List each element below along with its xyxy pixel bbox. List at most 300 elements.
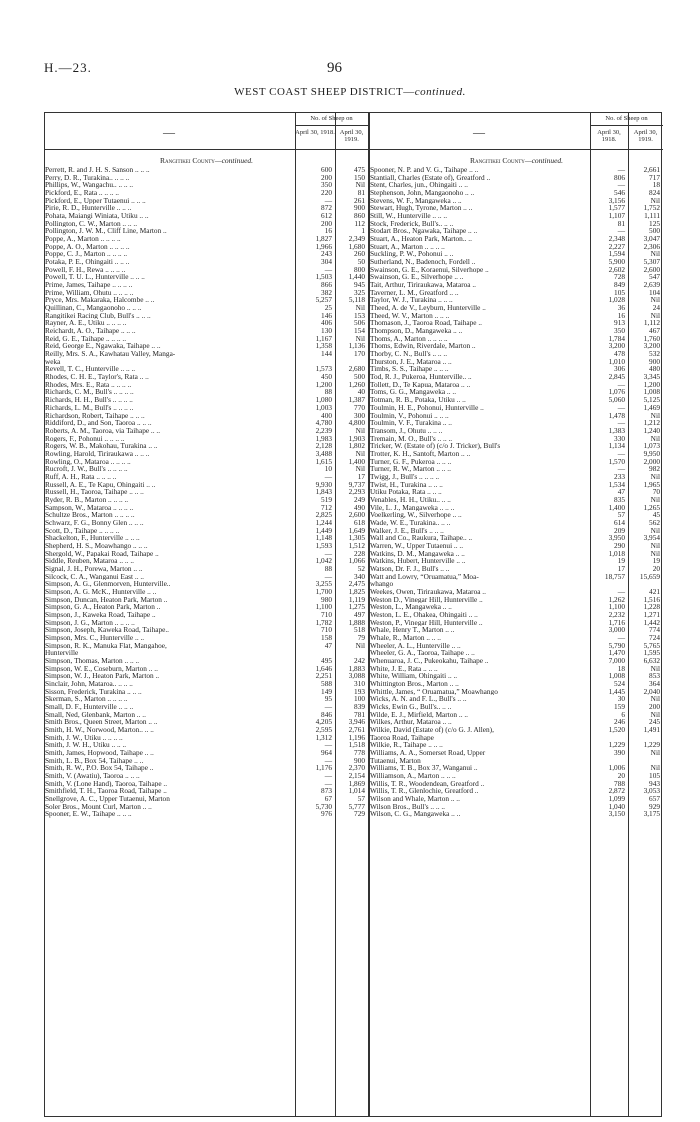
sheep-1919: 1,260: [348, 379, 365, 389]
sheep-1918: 95: [324, 694, 332, 704]
sheep-1918: 1,782: [315, 617, 332, 627]
owner-name: Trotter, K. H., Santoft, Marton .. ..: [370, 449, 471, 458]
sheep-1919: Nil: [650, 433, 660, 443]
sheep-1919: 1,752: [643, 203, 660, 213]
owner-name: Smithfield, T. H., Taoroa Road, Taihape ..: [45, 787, 167, 796]
sheep-1918: 5,730: [315, 801, 332, 811]
sheep-1918: 1,983: [315, 433, 332, 443]
sheep-1918: 872: [321, 203, 332, 213]
sheep-1918: —: [324, 548, 332, 558]
sheep-1919: 40: [357, 387, 365, 397]
owner-name: Thoms, Edwin, Riverdale, Marton ..: [370, 342, 476, 351]
sheep-1919: 105: [649, 771, 660, 781]
name-column-header-right: —: [473, 125, 485, 139]
owner-name: Pohata, Maiangi Winiata, Utiku .. ..: [45, 212, 149, 220]
sheep-1918: 1,003: [315, 402, 332, 412]
owner-name: Reilly, Mrs. S. A., Kawhatau Valley, Manga-: [45, 350, 176, 358]
sheep-group-header-left: No. of Sheep on: [310, 115, 353, 122]
sheep-1919: 57: [357, 794, 365, 804]
table-row: [45, 588, 368, 596]
sheep-1918: 710: [321, 625, 332, 635]
owner-name: Wheeler, A. L., Hunterville .. ..: [370, 641, 461, 650]
table-row: [45, 642, 368, 650]
owner-name: Rogers, W. B., Makohau, Turakina .. ..: [45, 442, 158, 450]
sheep-1919: 242: [354, 656, 365, 665]
sheep-1919: 52: [357, 563, 365, 573]
sheep-1918: 1,134: [608, 441, 625, 451]
owner-name: Wilkie, R., Taihape .. .. ..: [370, 741, 443, 750]
owner-name: Swainson, G. E., Silverhope .. ..: [370, 273, 464, 282]
sheep-1918: 524: [614, 679, 625, 689]
table-row: [45, 734, 368, 742]
owner-name: Stantiall, Charles (Estate of), Greatford ..: [370, 173, 491, 182]
table-row: [45, 688, 368, 696]
sheep-1919: 1,073: [643, 441, 660, 451]
sheep-1918: 88: [324, 563, 332, 573]
left-listing: [45, 155, 368, 818]
sheep-1919: 1,066: [348, 556, 365, 566]
sheep-1918: 478: [614, 349, 625, 359]
owner-name: Vile, L. J., Mangaweka .. .. ..: [370, 503, 455, 512]
owner-name: Whale, R., Marton .. .. ..: [370, 633, 441, 642]
owner-name: Signal, J. H., Porewa, Marton .. ..: [45, 564, 143, 573]
sheep-1918: —: [617, 402, 625, 412]
sheep-1919: 1,275: [348, 602, 365, 612]
page-number: 96: [327, 60, 342, 76]
owner-name: Richards, H. H., Bull's .. .. .. ..: [45, 396, 133, 404]
table-row: [45, 741, 368, 749]
sheep-1918: 1,076: [608, 387, 625, 397]
owner-name: Utiku Potaka, Rata .. .. ..: [370, 488, 442, 496]
sheep-1918: 5,257: [315, 295, 332, 305]
sheep-1918: 1,827: [315, 234, 332, 244]
sheep-1919: 480: [649, 364, 660, 374]
sheep-1919: 1,680: [348, 241, 365, 251]
sheep-1919: 467: [649, 326, 660, 336]
owner-name: Poppe, C. J., Marton .. .. .. ..: [45, 250, 128, 259]
table-row: [45, 166, 368, 174]
sheep-1919: 724: [649, 632, 660, 642]
sheep-1919: Nil: [355, 333, 365, 343]
sheep-1918: 1,470: [608, 648, 625, 658]
sheep-1918: 2,348: [608, 234, 625, 244]
sheep-1918: 18: [617, 663, 625, 673]
sheep-1919: Nil: [355, 464, 365, 474]
sheep-1918: 158: [321, 632, 332, 642]
right-listing: [370, 155, 663, 818]
table-row: [45, 803, 368, 811]
owner-name: Soler Bros., Mount Curl, Marton .. ..: [45, 802, 152, 811]
owner-name: Rayner, A. E., Utiku .. .. .. ..: [45, 319, 127, 328]
sheep-1918: 4,205: [315, 717, 332, 727]
owner-name: Rucroft, J. W., Bull's .. .. .. ..: [45, 465, 128, 473]
table-row: [370, 810, 663, 818]
owner-name: Willis, T. R., Woodendean, Greatford ..: [370, 779, 485, 788]
table-row: [45, 174, 368, 182]
sheep-1919: 4,800: [348, 418, 365, 428]
owner-name: Tod, R. J., Pukeroa, Hunterville.. ..: [370, 373, 472, 381]
sheep-1919: Nil: [355, 425, 365, 435]
sheep-1918: 1,358: [315, 341, 332, 351]
sheep-1919: 1,869: [348, 778, 365, 788]
sheep-1918: 350: [321, 180, 332, 190]
sheep-1919: 2,761: [348, 725, 365, 735]
owner-name: Theed, W. V., Marton .. .. ..: [370, 311, 450, 320]
sheep-1919: 547: [649, 272, 660, 282]
sheep-1919: 20: [652, 563, 660, 573]
owner-name: Stock, Frederick, Bull's.. .. ..: [370, 219, 454, 228]
sheep-1919: Nil: [650, 663, 660, 673]
sheep-1918: 19: [617, 556, 625, 566]
table-row: [45, 542, 368, 550]
sheep-1919: 1,442: [643, 617, 660, 627]
sheep-1918: 1,244: [315, 517, 332, 527]
sheep-1919: Nil: [650, 195, 660, 205]
sheep-1919: 6,632: [643, 656, 660, 665]
owner-name: Thorby, C. N., Bull's .. .. ..: [370, 350, 448, 358]
sheep-1919: 45: [652, 510, 660, 520]
sheep-1918: 246: [614, 717, 625, 727]
section-suffix: —continued.: [214, 156, 254, 165]
sheep-1918: 913: [614, 318, 625, 328]
owner-name: Rangitikei Racing Club, Bull's .. .. ..: [45, 311, 151, 320]
sheep-1919: 260: [354, 249, 365, 259]
table-row: [45, 243, 368, 251]
sheep-1919: 17: [357, 471, 365, 481]
sheep-1918: 2,227: [608, 241, 625, 251]
section-heading: [45, 155, 368, 166]
owner-name: weka: [45, 357, 61, 366]
sheep-1918: 16: [617, 310, 625, 320]
sheep-1918: 1,042: [315, 556, 332, 566]
table-row: [45, 749, 368, 757]
sheep-1919: 532: [649, 349, 660, 359]
sheep-1918: —: [617, 226, 625, 236]
owner-name: Wilson and Whale, Marton .. ..: [370, 795, 460, 803]
owner-name: Reid, G. E., Taihape .. .. .. ..: [45, 334, 127, 343]
sheep-1918: 3,488: [315, 448, 332, 458]
section-suffix: —continued.: [524, 156, 564, 165]
owner-name: Simpson, W. E., Coseburn, Marton .. ..: [45, 664, 158, 673]
sheep-1919: 150: [354, 172, 365, 182]
owner-name: Spooner, E. W., Taihape .. .. ..: [45, 810, 132, 819]
owner-name: Williamson, A., Marton .. .. ..: [370, 772, 456, 780]
sheep-1919: 475: [354, 165, 365, 174]
sheep-1918: 600: [321, 165, 332, 174]
owner-name: Still, W., Hunterville .. .. ..: [370, 212, 448, 220]
owner-name: White, J. E., Rata .. .. ..: [370, 664, 438, 673]
sheep-1919: 300: [354, 410, 365, 420]
sheep-1919: 500: [649, 226, 660, 236]
sheep-1918: 1,262: [608, 594, 625, 604]
table-row: [45, 649, 368, 657]
owner-name: Russell, A. E., Te Kapu, Ohingaiti .. ..: [45, 480, 156, 489]
sheep-1918: —: [617, 379, 625, 389]
sheep-1918: 330: [614, 433, 625, 443]
owner-name: Rhodes, Mrs. E., Rata .. .. .. ..: [45, 380, 132, 389]
owner-name: Shackelton, F., Hunterville .. .. ..: [45, 534, 140, 542]
sheep-1919: 19: [652, 556, 660, 566]
sheep-1919: 15,659: [639, 571, 660, 581]
sheep-1919: Nil: [355, 303, 365, 313]
owner-name: Tait, Arthur, Tiriraukawa, Mataroa ..: [370, 281, 476, 289]
sheep-1919: 1,516: [643, 594, 660, 604]
owner-name: Revell, T. C., Hunterville .. .. ..: [45, 365, 136, 374]
owner-name: Rhodes, C. H. E., Taylor's, Rata .. ..: [45, 373, 149, 381]
sheep-1918: 495: [321, 656, 332, 665]
owner-name: Toulmin, V., Pohonui .. .. ..: [370, 411, 449, 420]
sheep-owners-table: [44, 112, 662, 1117]
sheep-1918: 1,594: [608, 249, 625, 259]
sheep-1919: 104: [649, 287, 660, 297]
owner-name: Watkins, Hubert, Hunterville .. ..: [370, 557, 466, 565]
sheep-1919: 824: [649, 188, 660, 198]
owner-name: Siddle, Reuben, Mataroa .. .. ..: [45, 557, 134, 565]
sheep-1918: 450: [321, 372, 332, 382]
owner-name: Stephenson, John, Mangaonoho .. ..: [370, 189, 475, 197]
owner-name: Watkins, D. M., Mangaweka .. ..: [370, 549, 465, 558]
owner-name: Walker, J. E., Bull's .. .. ..: [370, 526, 444, 535]
sheep-1918: 3,950: [608, 533, 625, 543]
sheep-1918: 588: [321, 679, 332, 689]
table-row: [45, 680, 368, 688]
sheep-1918: —: [324, 195, 332, 205]
owner-name: Wade, W. E., Turakina.. .. ..: [370, 518, 451, 527]
sheep-1919: 500: [354, 372, 365, 382]
sheep-1919: 310: [354, 679, 365, 689]
sheep-1919: 1,649: [348, 525, 365, 535]
sheep-1918: 1,229: [608, 740, 625, 750]
sheep-1918: 1,570: [608, 456, 625, 466]
table-row: [45, 342, 368, 350]
table-row: [45, 772, 368, 780]
sheep-1919: Nil: [355, 640, 365, 650]
title-text: WEST COAST SHEEP DISTRICT—: [234, 86, 415, 98]
owner-name: Weston D., Vinegar Hill, Hunterville ..: [370, 595, 483, 604]
owner-name: Willis, T. R., Glenlochie, Greatford ..: [370, 787, 479, 796]
owner-name: Richardson, Robert, Taihape .. .. ..: [45, 411, 145, 420]
sheep-1918: 546: [614, 188, 625, 198]
sheep-1919: 79: [357, 632, 365, 642]
sheep-1919: 497: [354, 609, 365, 619]
table-row: [45, 703, 368, 711]
sheep-1918: 47: [324, 640, 332, 650]
owner-name: Toms, G. G., Mangaweka .. ..: [370, 388, 457, 397]
table-row: [45, 496, 368, 504]
sheep-1919: 982: [649, 464, 660, 474]
table-row: [45, 404, 368, 412]
sheep-1919: 1,518: [348, 740, 365, 750]
owner-name: Wicks, Ewin G., Bull's.. .. ..: [370, 703, 452, 711]
owner-name: Wicks, A. N. and F. L., Bull's .. ..: [370, 695, 467, 704]
sheep-1918: 980: [321, 594, 332, 604]
sheep-1919: 1,271: [643, 609, 660, 619]
owner-name: Turner, G. F., Pukeroa .. .. ..: [370, 457, 452, 466]
table-row: [45, 197, 368, 205]
sheep-1919: 1,965: [643, 479, 660, 489]
sheep-1918: —: [324, 702, 332, 712]
sheep-1919: 2,600: [643, 264, 660, 274]
owner-name: Stuart, A., Marton .. .. .. ..: [370, 242, 445, 251]
table-row: [45, 319, 368, 327]
sheep-1918: —: [324, 778, 332, 788]
sheep-1919: Nil: [650, 525, 660, 535]
sheep-1918: 6: [621, 709, 625, 719]
sheep-1919: 1,491: [643, 725, 660, 735]
sheep-1919: 900: [649, 356, 660, 366]
owner-name: Wilson Bros., Bull's .. .. ..: [370, 802, 446, 811]
sheep-1918: 1,520: [608, 725, 625, 735]
owner-name: Smith, R. W., P.O. Box 54, Taihape ..: [45, 764, 154, 773]
sheep-1919: 506: [354, 318, 365, 328]
page-title: [0, 86, 700, 98]
sheep-1919: 943: [649, 778, 660, 788]
owner-name: Ryder, R. B., Marton .. .. .. ..: [45, 495, 129, 504]
sheep-1918: —: [324, 740, 332, 750]
sheep-1919: 1,228: [643, 602, 660, 612]
owner-name: Thoms, A., Marton .. .. .. ..: [370, 334, 448, 343]
sheep-1918: 1,478: [608, 410, 625, 420]
sheep-1918: 20: [617, 771, 625, 781]
sheep-1919: 100: [354, 694, 365, 704]
sheep-1918: 1,040: [608, 801, 625, 811]
sheep-1918: 400: [321, 410, 332, 420]
sheep-1918: 4,780: [315, 418, 332, 428]
owner-name: Smith, J. W., Utiku .. .. .. ..: [45, 733, 123, 742]
table-row: [45, 312, 368, 320]
owner-name: Pryce, Mrs. Makaraka, Halcombe .. ..: [45, 296, 155, 305]
sheep-1918: 1,008: [608, 671, 625, 681]
section-name: Rangitikei County: [159, 156, 215, 165]
sheep-1918: 67: [324, 794, 332, 804]
sheep-1919: 112: [354, 218, 365, 228]
sheep-1919: 490: [354, 502, 365, 512]
sheep-1919: 3,946: [348, 717, 365, 727]
owner-name: Rogers, F., Pohonui .. .. .. ..: [45, 434, 125, 443]
owner-name: Toulmin, V. F., Turakina .. ..: [370, 419, 452, 427]
sheep-1919: 1,136: [348, 341, 365, 351]
sheep-1918: 519: [321, 494, 332, 504]
owner-name: Weekes, Owen, Tiriraukawa, Mataroa ..: [370, 587, 486, 596]
sheep-1918: 2,239: [315, 425, 332, 435]
sheep-1919: 562: [649, 517, 660, 527]
owner-name: Perry, D. R., Turakina.. .. .. ..: [45, 173, 130, 182]
owner-name: Prime, William, Ohutu .. .. .. ..: [45, 288, 134, 297]
owner-name: Pickford, E., Rata .. .. .. ..: [45, 189, 119, 197]
sheep-1919: 170: [354, 349, 365, 359]
owner-name: Pirie, R. D., Hunterville .. .. ..: [45, 204, 132, 213]
owner-name: Smith, H. W., Norwood, Marton.. .. ..: [45, 726, 154, 734]
table-row: [45, 764, 368, 772]
owner-name: Smith, James, Hopwood, Taihape .. ..: [45, 749, 154, 757]
header-bottom-rule: [45, 149, 663, 150]
owner-name: Riddiford, D., and Son, Taoroa .. .. ..: [45, 419, 152, 427]
sheep-1918: 1,100: [315, 602, 332, 612]
owner-name: Simpson, A. G., Glenmorven, Hunterville..: [45, 580, 171, 588]
owner-name: Tricker, W. (Estate of) (c/o J. Tricker), Bull's: [370, 442, 501, 450]
sheep-1919: 657: [649, 794, 660, 804]
owner-name: Sinclair, John, Mataroa.. .. .. ..: [45, 680, 133, 688]
sheep-1918: 1,843: [315, 487, 332, 497]
owner-name: Venables, H. H., Utiku.. .. ..: [370, 495, 451, 504]
sheep-1919: 900: [354, 203, 365, 213]
owner-name: Poppe, A. O., Marton .. .. .. ..: [45, 242, 130, 251]
owner-name: Williams, A. A., Somerset Road, Upper: [370, 749, 486, 757]
sheep-1919: 1,825: [348, 586, 365, 596]
sheep-1919: 1,888: [348, 617, 365, 627]
owner-name: Powell, F. H., Rewa .. .. .. ..: [45, 265, 126, 274]
sheep-1919: 3,345: [643, 372, 660, 382]
owner-name: Wilde, E. J., Mirfield, Marton .. ..: [370, 710, 468, 719]
owner-name: Ruff, A. H., Rata .. .. .. ..: [45, 472, 117, 481]
sheep-1918: 200: [321, 218, 332, 228]
sheep-1919: 193: [354, 686, 365, 696]
sheep-1919: 50: [357, 257, 365, 267]
owner-name: Stevens, W. F., Mangaweka .. ..: [370, 196, 462, 205]
sheep-1918: 306: [614, 364, 625, 374]
sheep-1918: 2,232: [608, 609, 625, 619]
sheep-1918: 1,312: [315, 732, 332, 742]
sheep-1919: 1,111: [644, 211, 660, 221]
sheep-1918: 3,000: [608, 625, 625, 635]
sheep-1918: 105: [614, 287, 625, 297]
sheep-1919: 1,112: [643, 318, 660, 328]
sheep-1918: 144: [321, 349, 332, 359]
owner-name: Watt and Lowry, “Oruamatua,” Moa-: [370, 572, 479, 581]
sheep-1919: 2,680: [348, 364, 365, 374]
owner-name: whango: [370, 580, 394, 588]
owner-name: Simpson, Joseph, Kaweka Road, Taihape..: [45, 626, 169, 634]
sheep-1918: 1,099: [608, 794, 625, 804]
sheep-1918: 1,646: [315, 663, 332, 673]
sheep-1919: 1,229: [643, 740, 660, 750]
owner-name: Tollett, D., Te Kapua, Mataroa .. ..: [370, 380, 471, 389]
sheep-1919: 2,306: [643, 241, 660, 251]
owner-name: Perrett, R. and J. H. S. Sanson .. .. ..: [45, 166, 150, 174]
owner-name: Whittle, James, “ Oruamatua,” Moawhango: [370, 687, 498, 696]
owner-name: Theed, A. de V., Leyburn, Hunterville ..: [370, 304, 486, 312]
sheep-1918: 3,255: [315, 579, 332, 589]
owner-name: Hunterville: [45, 649, 79, 657]
owner-name: Spooner, N. P. and V. G., Taihape .. ..: [370, 166, 479, 174]
table-row: [45, 204, 368, 212]
table-row: [45, 189, 368, 197]
owner-name: Sisson, Frederick, Turakina .. .. ..: [45, 687, 142, 696]
sheep-1918: 36: [617, 303, 625, 313]
sheep-1919: 24: [652, 303, 660, 313]
owner-name: Warren, W., Upper Tutaenui .. ..: [370, 541, 464, 550]
table-row: [370, 726, 663, 734]
owner-name: Wilson, C. G., Mangaweka .. ..: [370, 810, 461, 819]
sheep-1918: 1,400: [608, 502, 625, 512]
sheep-1918: 2,128: [315, 441, 332, 451]
owner-name: Weston, P., Vinegar Hill, Hunterville ..: [370, 618, 483, 627]
sheep-1918: 5,060: [608, 395, 625, 405]
owner-name: Simpson, R. K., Manuka Flat, Mangahoe,: [45, 641, 167, 650]
owner-name: Pickford, E., Upper Tutaenui .. .. ..: [45, 196, 146, 205]
sheep-1918: 130: [321, 326, 332, 336]
owner-name: Transom, J., Ohutu .. .. ..: [370, 426, 443, 435]
owner-name: Wall and Co., Raukura, Taihape.. ..: [370, 534, 473, 542]
sheep-1919: 2,661: [643, 165, 660, 174]
sheep-1918: —: [617, 448, 625, 458]
owner-name: Whale, Henry T., Marton .. ..: [370, 626, 455, 634]
sheep-1919: Nil: [650, 540, 660, 550]
owner-name: Totman, R. B., Potaka, Utiku .. ..: [370, 396, 466, 404]
sheep-1918: —: [617, 464, 625, 474]
sheep-1918: —: [324, 771, 332, 781]
sheep-1918: 209: [614, 525, 625, 535]
